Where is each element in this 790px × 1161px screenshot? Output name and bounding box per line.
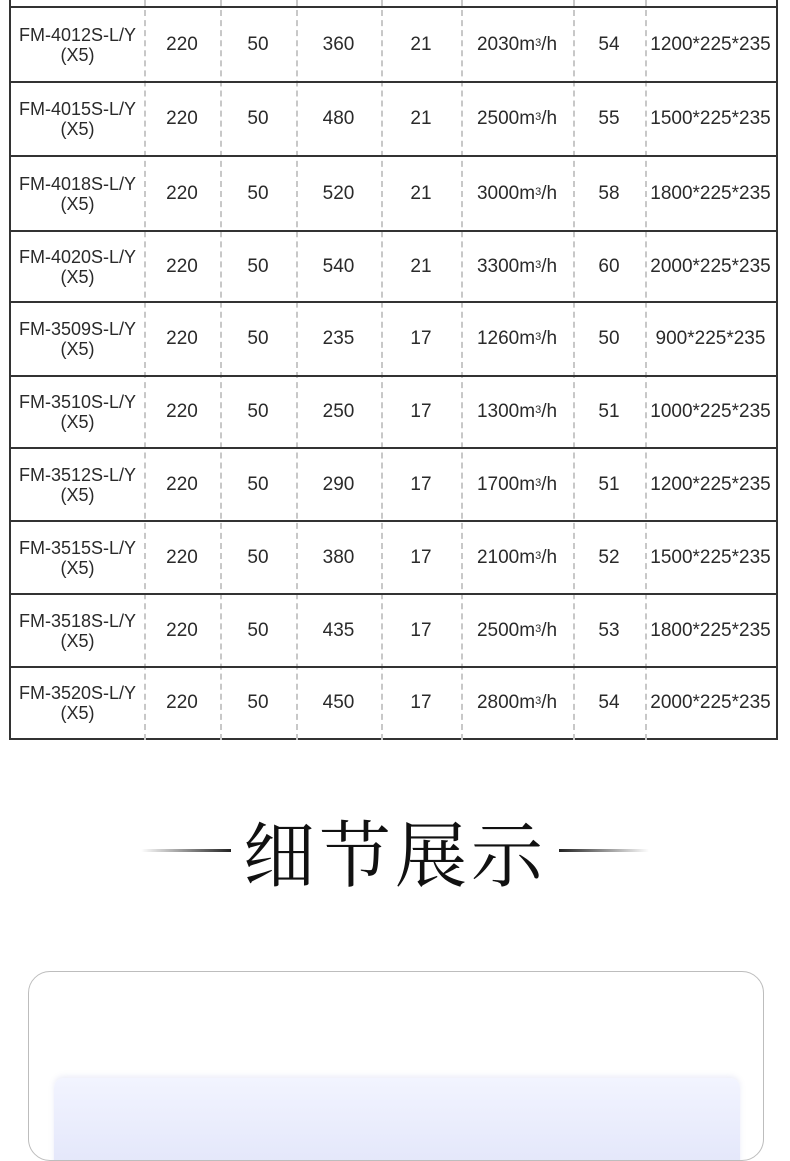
value-cell: 17 — [410, 619, 432, 641]
power-cell: 435 — [322, 619, 355, 641]
model-variant: (X5) — [60, 119, 95, 139]
model-variant: (X5) — [60, 630, 95, 651]
power-cell: 520 — [322, 182, 355, 204]
airflow-value: 2500m — [476, 619, 536, 641]
frequency-cell: 50 — [247, 619, 269, 641]
airflow-value: 1300m — [476, 401, 536, 422]
frequency-cell: 50 — [247, 33, 269, 55]
model-variant: (X5) — [60, 484, 95, 505]
power-cell: 450 — [322, 692, 355, 713]
noise-cell: 51 — [598, 473, 620, 495]
model-variant: (X5) — [60, 703, 95, 723]
airflow-value: 1700m — [476, 473, 536, 495]
table-row — [11, 447, 776, 520]
frequency-cell: 50 — [247, 108, 269, 129]
airflow-cell — [461, 232, 573, 301]
airflow-cell — [461, 157, 573, 230]
frequency-cell: 50 — [247, 473, 269, 495]
model-name: FM-3510S-L/Y — [18, 392, 137, 412]
power-cell: 250 — [322, 401, 355, 422]
airflow-value: 2100m — [476, 546, 536, 568]
model-name: FM-4012S-L/Y — [18, 24, 137, 45]
voltage-cell: 220 — [166, 108, 198, 129]
detail-image-frame — [28, 971, 764, 1161]
airflow-unit: /h — [541, 108, 558, 129]
airflow-superscript: 3 — [535, 331, 542, 343]
model-name: FM-4015S-L/Y — [18, 99, 137, 119]
airflow-unit: /h — [541, 546, 558, 568]
value-cell: 17 — [410, 401, 432, 422]
airflow-cell — [461, 303, 573, 375]
airflow-unit: /h — [541, 328, 558, 349]
value-cell: 21 — [410, 33, 432, 55]
airflow-unit: /h — [541, 255, 558, 277]
airflow-cell — [461, 595, 573, 666]
airflow-unit: /h — [541, 33, 558, 55]
model-cell — [11, 8, 144, 81]
noise-cell: 55 — [598, 108, 620, 129]
model-cell — [11, 595, 144, 666]
airflow-superscript: 3 — [535, 622, 542, 635]
power-cell: 235 — [322, 328, 355, 349]
model-cell — [11, 232, 144, 301]
airflow-unit: /h — [541, 401, 558, 422]
size-cell: 1500*225*235 — [650, 108, 771, 129]
model-name: FM-4020S-L/Y — [18, 246, 137, 267]
airflow-superscript: 3 — [535, 404, 542, 416]
model-variant: (X5) — [60, 193, 95, 214]
model-variant: (X5) — [60, 339, 95, 359]
value-cell: 21 — [410, 255, 432, 277]
model-name: FM-3518S-L/Y — [18, 610, 137, 631]
airflow-superscript: 3 — [535, 111, 542, 123]
value-cell: 17 — [410, 473, 432, 495]
section-title: 细节展示 — [242, 814, 547, 898]
model-name: FM-3509S-L/Y — [18, 319, 137, 339]
table-row — [11, 520, 776, 593]
model-name: FM-3515S-L/Y — [18, 537, 137, 558]
model-name: FM-4018S-L/Y — [18, 173, 137, 194]
airflow-unit: /h — [541, 619, 558, 641]
frequency-cell: 50 — [247, 692, 269, 713]
airflow-unit: /h — [541, 182, 558, 204]
product-detail-image — [54, 1078, 740, 1161]
size-cell: 2000*225*235 — [650, 692, 771, 713]
size-cell: 1500*225*235 — [650, 546, 771, 568]
value-cell: 17 — [410, 546, 432, 568]
value-cell: 21 — [410, 108, 432, 129]
power-cell: 290 — [322, 473, 355, 495]
model-cell — [11, 522, 144, 593]
model-name: FM-3512S-L/Y — [18, 464, 137, 485]
size-cell: 1800*225*235 — [650, 619, 771, 641]
airflow-cell — [461, 8, 573, 81]
airflow-cell — [461, 377, 573, 447]
airflow-value: 2030m — [476, 33, 536, 55]
voltage-cell: 220 — [166, 546, 198, 568]
table-row — [11, 301, 776, 375]
airflow-superscript: 3 — [535, 549, 542, 562]
voltage-cell: 220 — [166, 692, 198, 713]
model-cell — [11, 83, 144, 155]
model-cell — [11, 668, 144, 738]
value-cell: 21 — [410, 182, 432, 204]
model-cell — [11, 377, 144, 447]
frequency-cell: 50 — [247, 401, 269, 422]
table-row — [11, 81, 776, 155]
voltage-cell: 220 — [166, 473, 198, 495]
airflow-value: 2800m — [476, 692, 536, 713]
power-cell: 540 — [322, 255, 355, 277]
airflow-superscript: 3 — [535, 36, 542, 49]
voltage-cell: 220 — [166, 619, 198, 641]
airflow-cell — [461, 668, 573, 738]
voltage-cell: 220 — [166, 182, 198, 204]
value-cell: 17 — [410, 692, 432, 713]
table-row — [11, 6, 776, 81]
airflow-unit: /h — [541, 473, 558, 495]
model-variant: (X5) — [60, 44, 95, 65]
power-cell: 380 — [322, 546, 355, 568]
frequency-cell: 50 — [247, 328, 269, 349]
model-variant: (X5) — [60, 557, 95, 578]
noise-cell: 60 — [598, 255, 620, 277]
table-row — [11, 666, 776, 738]
size-cell: 1200*225*235 — [650, 473, 771, 495]
size-cell: 900*225*235 — [655, 328, 766, 349]
noise-cell: 51 — [598, 401, 620, 422]
noise-cell: 53 — [598, 619, 620, 641]
airflow-value: 3000m — [476, 182, 536, 204]
spec-table — [9, 0, 778, 740]
airflow-superscript: 3 — [535, 185, 542, 198]
noise-cell: 52 — [598, 546, 620, 568]
size-cell: 1000*225*235 — [650, 401, 771, 422]
frequency-cell: 50 — [247, 255, 269, 277]
airflow-cell — [461, 449, 573, 520]
airflow-value: 1260m — [476, 328, 536, 349]
table-row — [11, 375, 776, 447]
airflow-cell — [461, 83, 573, 155]
size-cell: 1800*225*235 — [650, 182, 771, 204]
table-row — [11, 593, 776, 666]
value-cell: 17 — [410, 328, 432, 349]
airflow-cell — [461, 522, 573, 593]
voltage-cell: 220 — [166, 328, 198, 349]
model-variant: (X5) — [60, 412, 95, 432]
model-variant: (X5) — [60, 266, 95, 287]
noise-cell: 54 — [598, 692, 620, 713]
model-cell — [11, 303, 144, 375]
heading-rule-right — [559, 849, 649, 852]
airflow-superscript: 3 — [535, 476, 542, 489]
airflow-value: 3300m — [476, 255, 536, 277]
airflow-superscript: 3 — [535, 695, 542, 707]
size-cell: 1200*225*235 — [650, 33, 771, 55]
voltage-cell: 220 — [166, 33, 198, 55]
power-cell: 360 — [322, 33, 355, 55]
model-name: FM-3520S-L/Y — [18, 683, 137, 703]
voltage-cell: 220 — [166, 401, 198, 422]
power-cell: 480 — [322, 108, 355, 129]
section-heading — [0, 805, 790, 898]
heading-rule-left — [141, 849, 231, 852]
table-row — [11, 230, 776, 301]
model-cell — [11, 449, 144, 520]
airflow-unit: /h — [541, 692, 558, 713]
noise-cell: 54 — [598, 33, 620, 55]
frequency-cell: 50 — [247, 182, 269, 204]
noise-cell: 58 — [598, 182, 620, 204]
airflow-value: 2500m — [476, 108, 536, 129]
airflow-superscript: 3 — [535, 258, 542, 271]
voltage-cell: 220 — [166, 255, 198, 277]
frequency-cell: 50 — [247, 546, 269, 568]
model-cell — [11, 157, 144, 230]
size-cell: 2000*225*235 — [650, 255, 771, 277]
table-row — [11, 155, 776, 230]
noise-cell: 50 — [598, 328, 620, 349]
